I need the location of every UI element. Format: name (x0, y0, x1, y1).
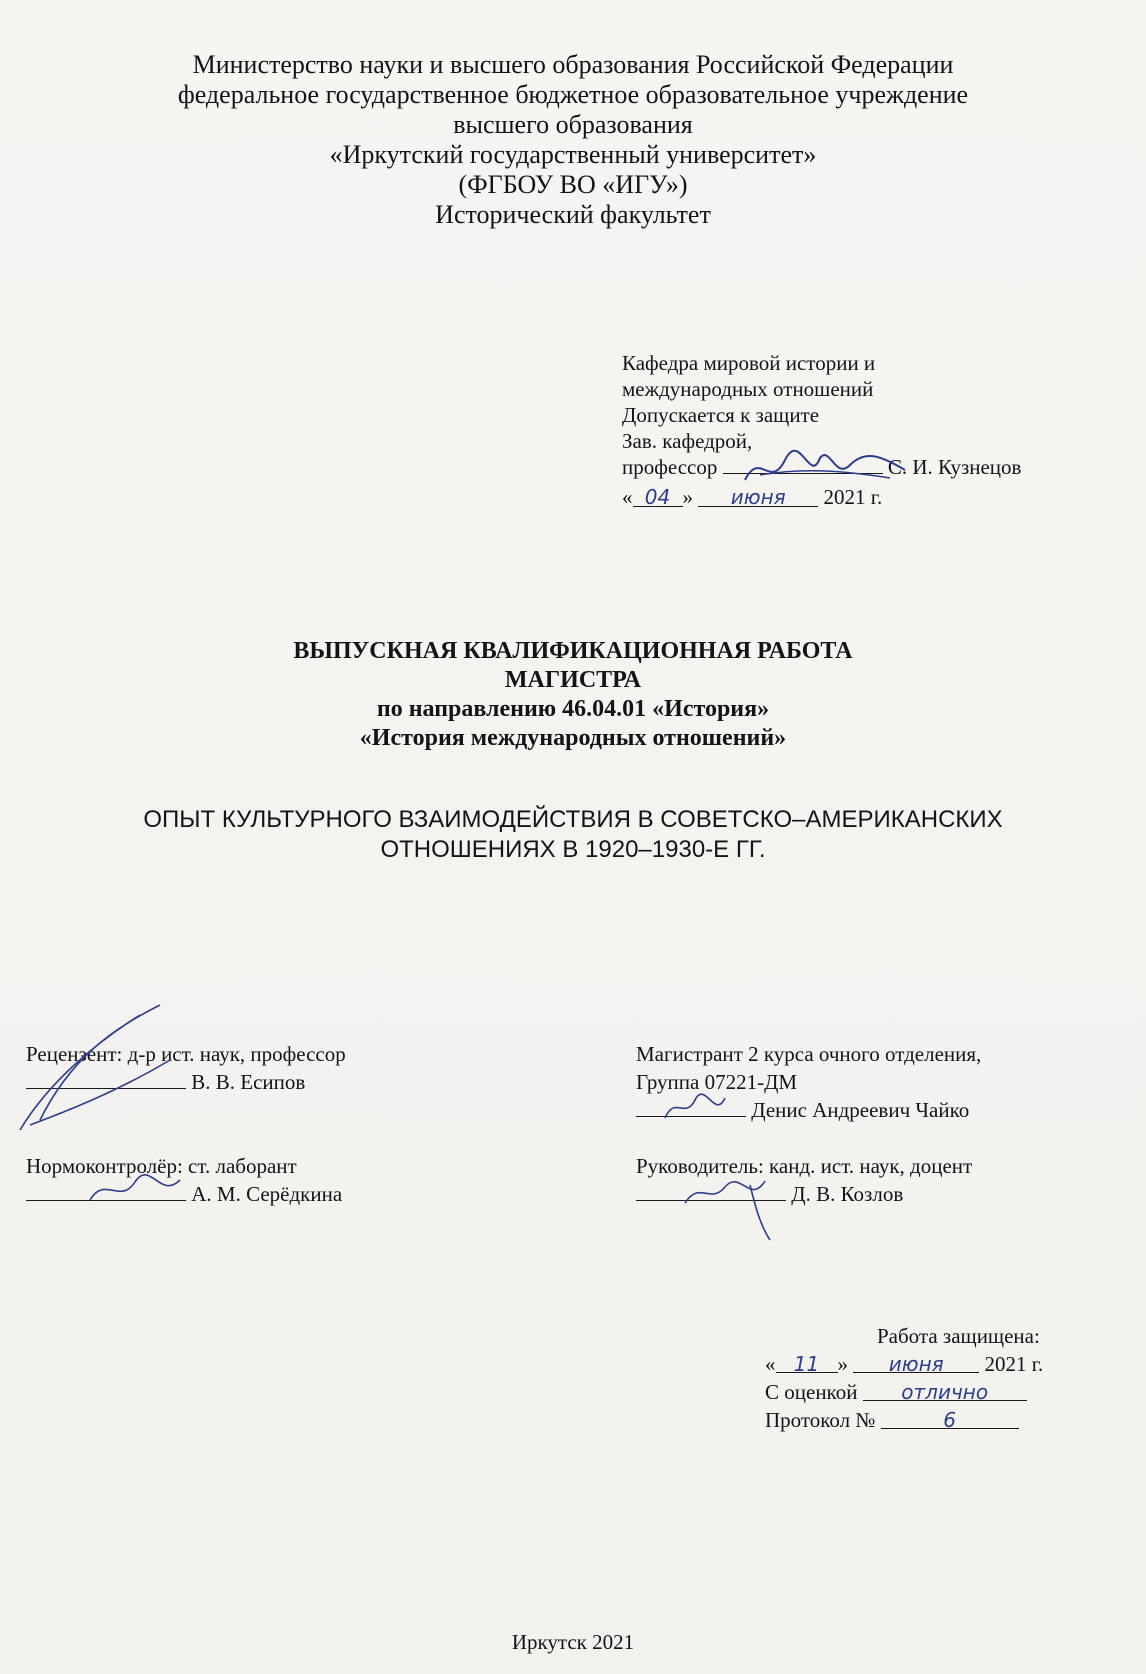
student-signature-image (660, 1090, 730, 1126)
department-line-1: Кафедра мировой истории и (622, 351, 876, 375)
institution-type-line: федеральное государственное бюджетное образовательное учреждение (177, 80, 969, 109)
department-line-2: международных отношений (622, 377, 874, 401)
work-type-line-1: ВЫПУСКНАЯ КВАЛИФИКАЦИОННАЯ РАБОТА (293, 638, 853, 664)
supervisor-name: Д. В. Козлов (791, 1182, 904, 1206)
student-name: Денис Андреевич Чайко (751, 1098, 970, 1122)
work-type-block (0, 637, 1146, 753)
institution-header (0, 50, 1146, 230)
supervisor-signature-image (680, 1175, 810, 1245)
thesis-title-line-1: ОПЫТ КУЛЬТУРНОГО ВЗАИМОДЕЙСТВИЯ В СОВЕТСКО–АМЕРИКАНСКИХ (143, 806, 1003, 833)
approval-date-row: « 04 » июня 2021 г. (622, 485, 883, 509)
reviewer-name: В. В. Есипов (191, 1070, 306, 1094)
reviewer-signature-image (10, 1000, 180, 1140)
protocol-number: 6 (881, 1406, 1019, 1429)
city-year: Иркутск 2021 (511, 1630, 635, 1654)
normcontrol-signature-image (85, 1170, 185, 1210)
faculty-name: Исторический факультет (435, 200, 711, 229)
defense-month: июня (853, 1350, 979, 1373)
student-group: Группа 07221-ДМ (636, 1070, 798, 1094)
thesis-title (0, 805, 1146, 865)
university-abbr: (ФГБОУ ВО «ИГУ») (458, 170, 688, 199)
protocol-label: Протокол № (765, 1408, 876, 1432)
defense-year: 2021 г. (984, 1352, 1044, 1376)
direction-line: по направлению 46.04.01 «История» (376, 696, 770, 722)
admission-line: Допускается к защите (622, 403, 820, 427)
student-title: Магистрант 2 курса очного отделения, (636, 1042, 982, 1066)
university-name: «Иркутский государственный университет» (329, 140, 817, 169)
reviewer-title: Рецензент: д-р ист. наук, профессор (26, 1042, 346, 1066)
ministry-line: Министерство науки и высшего образования Российской Федерации (192, 50, 954, 79)
defense-day: 11 (776, 1350, 838, 1373)
defense-label: Работа защищена: (877, 1324, 1040, 1348)
thesis-title-line-2: ОТНОШЕНИЯХ В 1920–1930-Е ГГ. (380, 836, 766, 863)
approval-year: 2021 г. (823, 485, 883, 509)
grade-label: С оценкой (765, 1380, 858, 1404)
head-name: С. И. Кузнецов (887, 455, 1022, 479)
head-signature-image (740, 440, 910, 500)
defense-block: Работа защищена: « 11 » июня 2021 г. С оценкой отлично Протокол № 6 (765, 1324, 1044, 1432)
grade-value: отлично (863, 1378, 1027, 1401)
normcontrol-title: Нормоконтролёр: ст. лаборант (26, 1154, 297, 1178)
work-type-line-2: МАГИСТРА (504, 667, 642, 693)
profile-line: «История международных отношений» (359, 725, 787, 751)
supervisor-title: Руководитель: канд. ист. наук, доцент (636, 1154, 973, 1178)
education-level-line: высшего образования (453, 110, 693, 139)
head-position: профессор (622, 455, 718, 479)
head-of-department: Зав. кафедрой, (622, 429, 753, 453)
approval-day: 04 (633, 484, 683, 507)
approval-month: июня (698, 484, 818, 507)
normcontrol-name: А. М. Серёдкина (191, 1182, 343, 1206)
